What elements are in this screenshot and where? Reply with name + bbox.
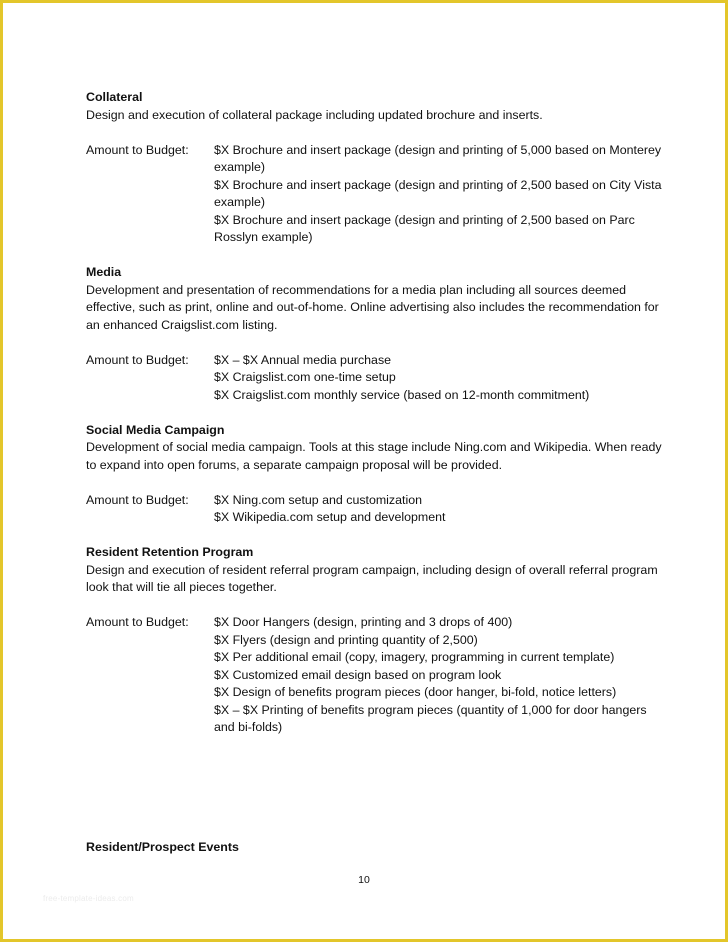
budget-block xyxy=(86,614,666,737)
section-resident-retention-program xyxy=(86,544,666,737)
budget-items xyxy=(214,492,666,527)
budget-item: $X Brochure and insert package (design and printing of 5,000 based on Monterey example) xyxy=(214,142,662,174)
budget-item: $X Brochure and insert package (design and printing of 2,500 based on Parc Rosslyn example) xyxy=(214,212,635,244)
budget-block xyxy=(86,142,666,247)
budget-item: $X Customized email design based on program look xyxy=(214,667,502,682)
budget-item: $X Craigslist.com monthly service (based on 12-month commitment) xyxy=(214,387,590,402)
section-paragraph: Development of social media campaign. Tools at this stage include Ning.com and Wikipedia. When ready to expand into open forums, a separate campaign proposal will be provided. xyxy=(86,440,662,472)
document-body xyxy=(86,89,666,754)
section-heading: Resident Retention Program xyxy=(86,545,254,559)
budget-item: $X Per additional email (copy, imagery, programming in current template) xyxy=(214,650,615,664)
budget-item: $X Brochure and insert package (design and printing of 2,500 based on City Vista example) xyxy=(214,177,662,209)
section-heading: Collateral xyxy=(86,90,143,104)
budget-items xyxy=(214,614,666,737)
watermark: free-template-ideas.com xyxy=(43,894,134,903)
section-paragraph: Design and execution of collateral package including updated brochure and inserts. xyxy=(86,107,543,122)
budget-items xyxy=(214,352,666,405)
section-heading-resident-prospect-events: Resident/Prospect Events xyxy=(86,840,239,854)
budget-item: $X Craigslist.com one-time setup xyxy=(214,370,396,384)
section-collateral xyxy=(86,89,666,247)
section-paragraph: Design and execution of resident referral program campaign, including design of overall referral program look that will tie all pieces together. xyxy=(86,562,658,594)
budget-item: $X Door Hangers (design, printing and 3 drops of 400) xyxy=(214,615,513,629)
document-page xyxy=(3,3,725,939)
budget-label: Amount to Budget: xyxy=(86,142,189,157)
section-social-media-campaign xyxy=(86,422,666,527)
budget-item: $X Flyers (design and printing quantity of 2,500) xyxy=(214,632,478,647)
budget-block xyxy=(86,352,666,405)
section-media xyxy=(86,264,666,404)
budget-items xyxy=(214,142,666,247)
page-number: 10 xyxy=(358,874,370,886)
section-paragraph: Development and presentation of recommendations for a media plan including all sources deemed effective, such as print, online and out-of-home. Online advertising also includes the recommendation for an enhanced Craigslist.com listing. xyxy=(86,282,659,332)
section-heading: Media xyxy=(86,265,122,279)
budget-label: Amount to Budget: xyxy=(86,352,189,367)
budget-item: $X Design of benefits program pieces (door hanger, bi-fold, notice letters) xyxy=(214,685,617,699)
budget-label: Amount to Budget: xyxy=(86,492,189,507)
budget-item: $X – $X Printing of benefits program pieces (quantity of 1,000 for door hangers and bi-folds) xyxy=(214,702,647,734)
budget-item: $X Ning.com setup and customization xyxy=(214,492,422,507)
budget-item: $X Wikipedia.com setup and development xyxy=(214,510,446,524)
budget-label: Amount to Budget: xyxy=(86,615,189,629)
budget-block xyxy=(86,492,666,527)
budget-item: $X – $X Annual media purchase xyxy=(214,352,392,367)
section-heading: Social Media Campaign xyxy=(86,422,225,437)
